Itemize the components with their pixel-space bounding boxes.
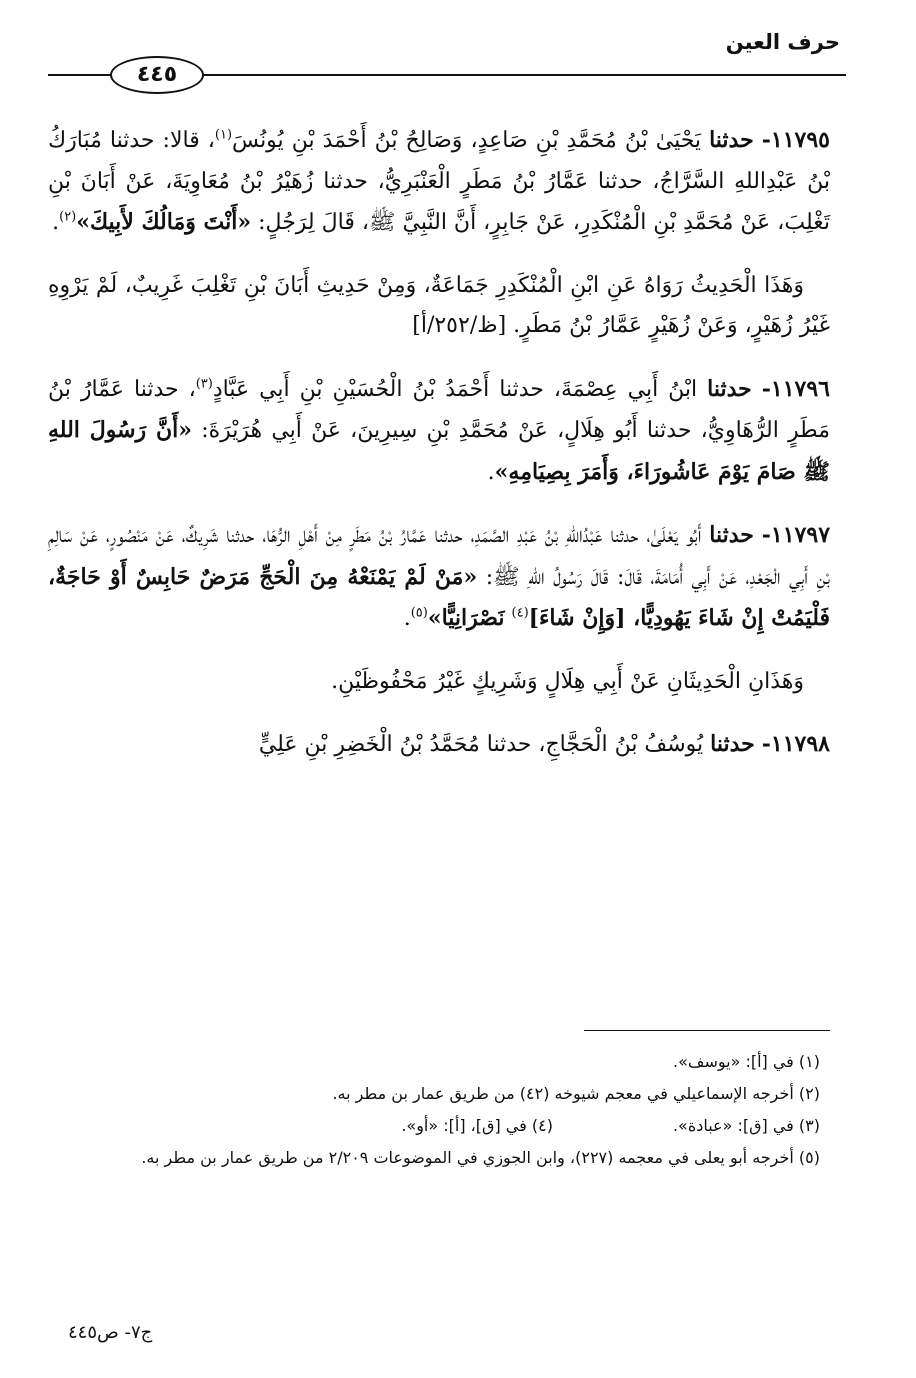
hadith-text: يُوسُفُ بْنُ الْحَجَّاجِ، حدثنا مُحَمَّدُ بْنُ الْخَضِرِ بْنِ عَلِيٍّ xyxy=(258,732,704,757)
hadith-number: ١١٧٩٦- xyxy=(761,375,830,402)
footnote: (٣) في [ق]: «عبادة». xyxy=(672,1116,820,1135)
hadith-quote: «مَنْ لَمْ يَمْنَعْهُ مِنَ الْحَجِّ مَرَضٌ حَابِسٌ أَوْ حَاجَةٌ، فَلْيَمُتْ إِنْ شَاءَ يَهُودِيًّا، [وَإِنْ شَاءَ] xyxy=(48,563,830,631)
hadith-text: ، قالا: حدثنا مُبَارَكُ بْنُ عَبْدِاللهِ السَّرَّاجُ، حدثنا عَمَّارُ بْنُ مَطَرٍ الْعَنْبَرِيُّ، حدثنا زُهَيْرُ بْنُ مُعَاوِيَةَ، عَنْ أَبَانَ بْنِ تَغْلِبَ، عَنْ مُحَمَّدِ بْنِ الْمُنْكَدِرِ، عَنْ جَابِرٍ، أَنَّ النَّبِيَّ ﷺ، قَالَ لِرَجُلٍ: xyxy=(48,128,830,235)
footnote-rule xyxy=(584,1030,830,1031)
page-number: ٤٤٥ xyxy=(110,56,204,94)
footnotes xyxy=(60,1046,820,1174)
hadith-number: ١١٧٩٨- xyxy=(761,731,830,757)
hadith-paragraph xyxy=(48,369,830,494)
comment-paragraph: وَهَذَانِ الْحَدِيثَانِ عَنْ أَبِي هِلَالٍ وَشَرِيكٍ غَيْرُ مَحْفُوظَيْنِ. xyxy=(331,668,804,694)
comment-paragraph: وَهَذَا الْحَدِيثُ رَوَاهُ عَنِ ابْنِ الْمُنْكَدِرِ جَمَاعَةٌ، وَمِنْ حَدِيثِ أَبَانَ بْنِ تَغْلِبَ غَرِيبٌ، لَمْ يَرْوِهِ غَيْرُ زُهَيْرٍ، وَعَنْ زُهَيْرٍ عَمَّارُ بْنُ مَطَرٍ. [ظ/٢٥٢/أ] xyxy=(48,272,830,338)
punctuation: . xyxy=(52,210,60,235)
footnote-ref: (١) xyxy=(214,127,233,143)
hadith-paragraph xyxy=(48,724,830,766)
hadith-text: أَبُو يَعْلَىٰ، حدثنا عَبْدُاللهِ بْنُ عَبْدِ الصَّمَدِ، حدثنا عَمَّارُ بْنُ مَطَرٍ مِنْ أَهْلِ الرُّهَا، حدثنا شَرِيكٌ، عَنْ مَنْصُورٍ، عَنْ سَالِمِ بْنِ أَبِي الْجَعْدِ، عَنْ أَبِي أُمَامَةَ، قَالَ: قَالَ رَسُولُ اللهِ ﷺ: xyxy=(48,523,830,590)
main-text xyxy=(48,120,830,766)
hadith-keyword: حدثنا xyxy=(709,522,754,548)
hadith-paragraph xyxy=(48,515,830,640)
hadith-text: ابْنُ أَبِي عِصْمَةَ، حدثنا أَحْمَدُ بْنُ الْحُسَيْنِ بْنِ أَبِي عَبَّادٍ xyxy=(212,376,698,402)
footnote: (٥) أخرجه أبو يعلى في معجمه (٢٢٧)، وابن الجوزي في الموضوعات ٢/٢٠٩ من طريق عمار بن مطر به. xyxy=(141,1148,820,1167)
footnote-ref: (٢) xyxy=(59,209,77,225)
hadith-keyword: حدثنا xyxy=(710,731,755,757)
hadith-quote: «أَنْتَ وَمَالُكَ لأَبِيكَ» xyxy=(76,209,252,235)
hadith-number: ١١٧٩٥- xyxy=(761,127,830,153)
running-title: حرف العين xyxy=(725,30,840,54)
hadith-quote: «أَنَّ رَسُولَ اللهِ ﷺ صَامَ يَوْمَ عَاشُورَاءَ، وَأَمَرَ بِصِيَامِهِ» xyxy=(48,417,830,485)
footnote: (٤) في [ق]، [أ]: «أو». xyxy=(401,1116,553,1135)
punctuation: . xyxy=(487,459,495,485)
volume-page-marker: ج٧- ص٤٤٥ xyxy=(68,1322,153,1343)
hadith-paragraph xyxy=(48,120,830,244)
footnote-row xyxy=(60,1110,820,1142)
footnote: (٢) أخرجه الإسماعيلي في معجم شيوخه (٤٢) من طريق عمار بن مطر به. xyxy=(332,1084,820,1103)
hadith-keyword: حدثنا xyxy=(707,375,752,402)
hadith-text: يَحْيَىٰ بْنُ مُحَمَّدِ بْنِ صَاعِدٍ، وَصَالِحُ بْنُ أَحْمَدَ بْنِ يُونُسَ xyxy=(232,128,702,153)
punctuation: . xyxy=(403,606,411,631)
footnote-ref: (٥) xyxy=(410,605,428,621)
hadith-number: ١١٧٩٧- xyxy=(761,522,831,548)
hadith-quote: نَصْرَانِيًّا» xyxy=(427,605,505,631)
footnote-ref: (٣) xyxy=(195,376,213,392)
hadith-text: ، حدثنا عَمَّارُ بْنُ مَطَرٍ الرُّهَاوِيُّ، حدثنا أَبُو هِلَالٍ، عَنْ مُحَمَّدِ بْنِ سِيرِينَ، عَنْ أَبِي هُرَيْرَةَ: xyxy=(48,376,830,443)
footnote: (١) في [أ]: «يوسف». xyxy=(673,1052,820,1071)
footnote-ref: (٤) xyxy=(511,605,529,621)
hadith-keyword: حدثنا xyxy=(709,127,754,153)
